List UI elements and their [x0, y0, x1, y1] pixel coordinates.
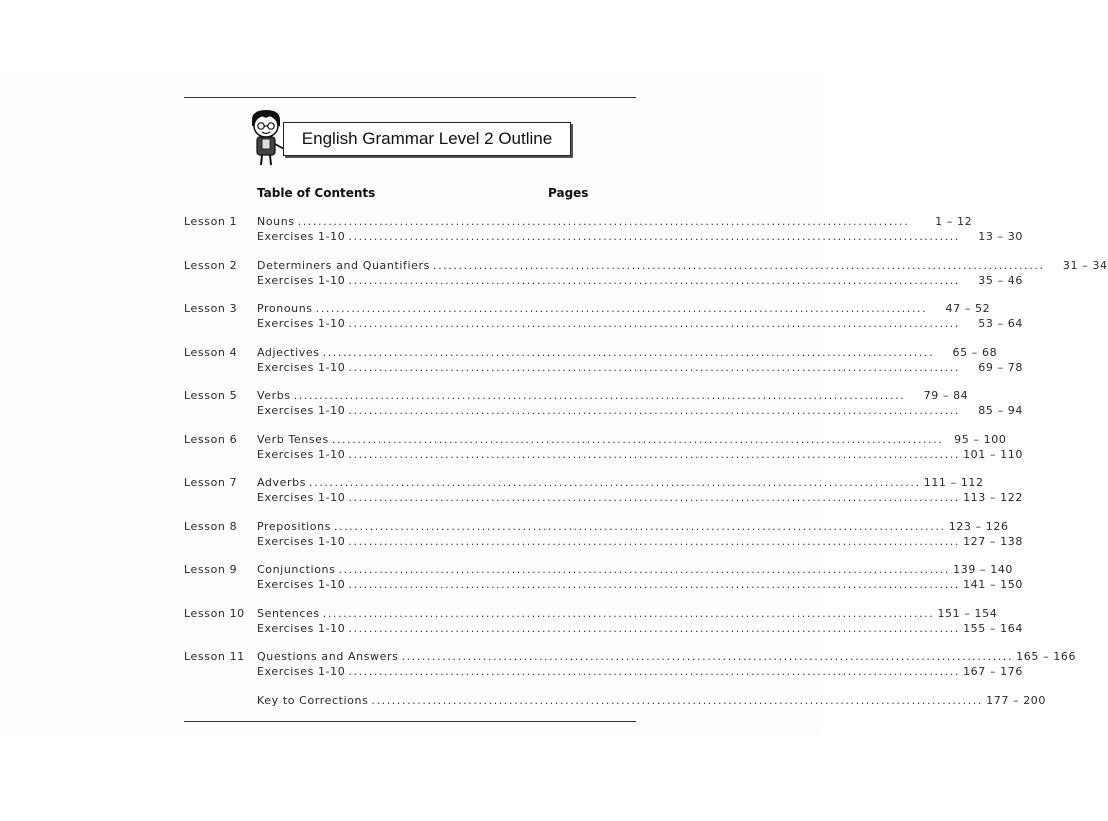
toc-topic-row [184, 606, 998, 622]
page-range: 53 – 64 [978, 317, 1023, 330]
lesson-number: Lesson 3 [184, 302, 238, 315]
dot-leader: ........................................................................................................................ [348, 621, 960, 635]
page-range: 167 – 176 [963, 665, 1023, 678]
toc-exercise-row [184, 230, 1023, 245]
toc-topic-row [184, 476, 984, 491]
lesson-number: Lesson 2 [184, 258, 238, 272]
toc-exercise-row [184, 273, 1023, 289]
page-range: 101 – 110 [963, 447, 1023, 461]
entry-label: Exercises 1-10 [257, 578, 346, 591]
page-range: 1 – 12 [935, 215, 973, 228]
toc-exercise-row [184, 534, 1023, 550]
table-of-contents-heading: Table of Contents [257, 186, 376, 200]
entry-label: Exercises 1-10 [257, 360, 346, 374]
bottom-rule [184, 721, 636, 722]
toc-exercise-row [184, 578, 1023, 593]
dot-leader: ........................................................................................................................ [315, 302, 928, 315]
lesson-number: Lesson 4 [184, 345, 238, 359]
dot-leader: ........................................................................................................................ [432, 258, 1045, 272]
lesson-number: Lesson 11 [184, 650, 245, 663]
entry-label: Exercises 1-10 [257, 621, 346, 635]
page-range: 69 – 78 [978, 360, 1023, 374]
entry-label: Exercises 1-10 [257, 665, 346, 678]
entry-label: Verbs [257, 389, 291, 402]
lesson-number: Lesson 5 [184, 389, 238, 402]
page-title: English Grammar Level 2 Outline [283, 122, 571, 156]
dot-leader: ........................................................................................................................ [348, 534, 960, 548]
entry-label: Prepositions [257, 519, 331, 533]
lesson-number: Lesson 8 [184, 519, 238, 533]
toc-exercise-row [184, 360, 1023, 376]
dot-leader: ........................................................................................................................ [338, 563, 951, 576]
page-range: 141 – 150 [963, 578, 1023, 591]
dot-leader: ........................................................................................................................ [293, 389, 906, 402]
toc-exercise-row [184, 447, 1023, 463]
dot-leader: ........................................................................................................................ [348, 665, 960, 678]
entry-label: Adjectives [257, 345, 320, 359]
toc-topic-row [184, 389, 969, 404]
entry-label: Exercises 1-10 [257, 491, 346, 504]
toc-exercise-row [184, 491, 1023, 506]
entry-label: Exercises 1-10 [257, 230, 346, 243]
dot-leader: ........................................................................................................................ [309, 476, 921, 489]
entry-label: Exercises 1-10 [257, 534, 346, 548]
page-range: 95 – 100 [954, 432, 1007, 446]
page-range: 35 – 46 [978, 273, 1023, 287]
lesson-number: Lesson 1 [184, 215, 238, 228]
top-rule [184, 97, 636, 98]
entry-label: Exercises 1-10 [257, 273, 346, 287]
dot-leader: ........................................................................................................................ [348, 404, 960, 417]
page-range: 155 – 164 [963, 621, 1023, 635]
dot-leader: ........................................................................................................................ [322, 606, 935, 620]
dot-leader: ........................................................................................................................ [348, 230, 960, 243]
page-range: 31 – 34 [1062, 258, 1108, 272]
dot-leader: ........................................................................................................................ [401, 650, 1014, 663]
entry-label: Pronouns [257, 302, 313, 315]
page-range: 47 – 52 [945, 302, 991, 315]
toc-exercise-row [184, 404, 1023, 419]
entry-label: Conjunctions [257, 563, 336, 576]
page-range: 139 – 140 [953, 563, 1014, 576]
toc-topic-row [184, 345, 998, 361]
dot-leader: ........................................................................................................................ [334, 519, 946, 533]
toc-topic-row [184, 650, 1077, 665]
page-range: 65 – 68 [952, 345, 998, 359]
page-range: 13 – 30 [978, 230, 1023, 243]
page-range: 111 – 112 [923, 476, 984, 489]
entry-label: Verb Tenses [257, 432, 329, 446]
entry-label: Key to Corrections [257, 693, 369, 707]
toc-exercise-row [184, 317, 1023, 332]
page-range: 79 – 84 [923, 389, 969, 402]
entry-label: Adverbs [257, 476, 307, 489]
lesson-number: Lesson 10 [184, 606, 245, 620]
toc-exercise-row [184, 621, 1023, 637]
dot-leader: ........................................................................................................................ [348, 578, 960, 591]
page-range: 177 – 200 [986, 693, 1047, 707]
pages-heading: Pages [548, 186, 589, 200]
toc-topic-row [184, 563, 1014, 578]
dot-leader: ........................................................................................................................ [331, 432, 944, 446]
page-range: 123 – 126 [948, 519, 1009, 533]
page-range: 151 – 154 [937, 606, 998, 620]
toc-topic-row [184, 258, 1108, 274]
toc-topic-row [184, 302, 991, 317]
toc-topic-row [184, 432, 1007, 448]
entry-label: Exercises 1-10 [257, 404, 346, 417]
entry-label: Questions and Answers [257, 650, 399, 663]
entry-label: Determiners and Quantifiers [257, 258, 430, 272]
dot-leader: ........................................................................................................................ [371, 693, 984, 707]
toc-exercise-row [184, 665, 1023, 680]
dot-leader: ........................................................................................................................ [348, 317, 960, 330]
dot-leader: ........................................................................................................................ [348, 491, 960, 504]
toc-topic-row [184, 215, 973, 230]
dot-leader: ........................................................................................................................ [297, 215, 910, 228]
lesson-number: Lesson 9 [184, 563, 238, 576]
entry-label: Nouns [257, 215, 295, 228]
dot-leader: ........................................................................................................................ [348, 273, 960, 287]
dot-leader: ........................................................................................................................ [348, 447, 960, 461]
page-range: 127 – 138 [963, 534, 1023, 548]
dot-leader: ........................................................................................................................ [322, 345, 935, 359]
entry-label: Exercises 1-10 [257, 447, 346, 461]
lesson-number: Lesson 6 [184, 432, 238, 446]
toc-key-row [184, 693, 1047, 709]
page-range: 113 – 122 [963, 491, 1023, 504]
dot-leader: ........................................................................................................................ [348, 360, 960, 374]
lesson-number: Lesson 7 [184, 476, 238, 489]
page-range: 85 – 94 [978, 404, 1023, 417]
toc-topic-row [184, 519, 1009, 535]
entry-label: Sentences [257, 606, 320, 620]
entry-label: Exercises 1-10 [257, 317, 346, 330]
page-range: 165 – 166 [1016, 650, 1077, 663]
